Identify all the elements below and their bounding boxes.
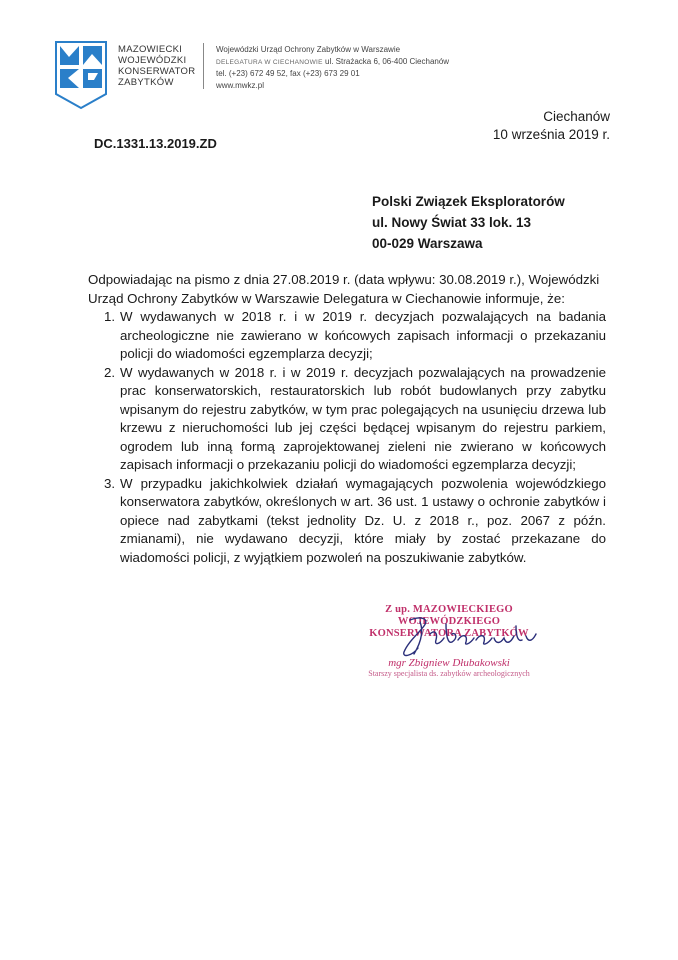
addressee-name: Polski Związek Eksploratorów (372, 194, 565, 209)
org-name-line: ZABYTKÓW (118, 77, 174, 88)
numbered-list (88, 308, 606, 567)
addressee (372, 191, 565, 254)
org-name-line: MAZOWIECKI (118, 44, 183, 55)
place: Ciechanów (543, 109, 610, 124)
stamp-title: Starszy specjalista ds. zabytków archeologicznych (368, 669, 530, 678)
date: 10 września 2019 r. (492, 127, 610, 142)
office-phone: tel. (+23) 672 49 52, fax (+23) 673 29 01 (216, 69, 360, 78)
place-date (493, 108, 610, 144)
intro-paragraph: Odpowiadając na pismo z dnia 27.08.2019 r. (data wpływu: 30.08.2019 r.), Wojewódzki Urząd Ochrony Zabytków w Warszawie Delegatura w Ciechanowie informuje, że: (88, 272, 600, 306)
list-item (88, 364, 606, 475)
office-website: www.mwkz.pl (216, 80, 265, 90)
stamp-line-1: Z up. MAZOWIECKIEGO WOJEWÓDZKIEGO (385, 604, 513, 627)
list-item-number: 3. (104, 475, 116, 491)
org-name-line: KONSERWATOR (118, 66, 196, 77)
org-name (118, 44, 195, 88)
list-item (88, 475, 606, 568)
office-address: ul. Strażacka 6, 06-400 Ciechanów (325, 56, 450, 66)
addressee-city: 00-029 Warszawa (372, 236, 483, 251)
header-divider (203, 43, 204, 89)
list-item-text: W przypadku jakichkolwiek działań wymagających pozwolenia wojewódzkiego konserwatora zabytków, określonych w art. 36 ust. 1 ustawy o ochronie zabytków i opiece nad zabytkami (tekst jednolity Dz. U. z 2018 r., poz. 2067 z późn. zmianami), nie wydawano decyzji, które miały by zostać przekazane do wiadomości policji, z wyjątkiem pozwoleń na poszukiwanie zabytków. (120, 475, 606, 565)
reference-number: DC.1331.13.2019.ZD (94, 136, 217, 151)
list-item (88, 308, 606, 364)
letter-body (88, 271, 606, 567)
stamp-signer: mgr Zbigniew Dłubakowski (388, 657, 510, 669)
office-name: Wojewódzki Urząd Ochrony Zabytków w Warszawie (216, 45, 401, 54)
list-item-number: 2. (104, 364, 116, 380)
office-details (216, 44, 449, 91)
stamp-line-2: KONSERWATORA ZABYTKÓW (369, 628, 529, 639)
addressee-street: ul. Nowy Świat 33 lok. 13 (372, 215, 532, 230)
org-name-line: WOJEWÓDZKI (118, 55, 187, 66)
handwritten-signature-icon (390, 612, 550, 660)
mwkz-shield-logo-icon (54, 40, 108, 110)
list-item-text: W wydawanych w 2018 r. i w 2019 r. decyzjach pozwalających na badania archeologiczne nie zawierano w końcowych zapisach informacji o przekazaniu policji do wiadomości egzemplarza decyzji; (120, 309, 606, 361)
list-item-number: 1. (104, 309, 116, 324)
list-item-text: W wydawanych w 2018 r. i w 2019 r. decyzjach pozwalających na prowadzenie prac konserwatorskich, restauratorskich lub robót budowlanych przy zabytku wpisanym do rejestru zabytków, w tym prac polegających na usunięciu drzewa lub krzewu z nieruchomości lub jej części będącej wpisanym do rejestru parkiem, ogrodem lub inną formą zaprojektowanej zieleni nie zwierano w końcowych zapisach informacji o przekazaniu policji do wiadomości egzemplarza decyzji; (120, 364, 606, 472)
office-branch-label: DELEGATURA W CIECHANOWIE (216, 58, 323, 66)
